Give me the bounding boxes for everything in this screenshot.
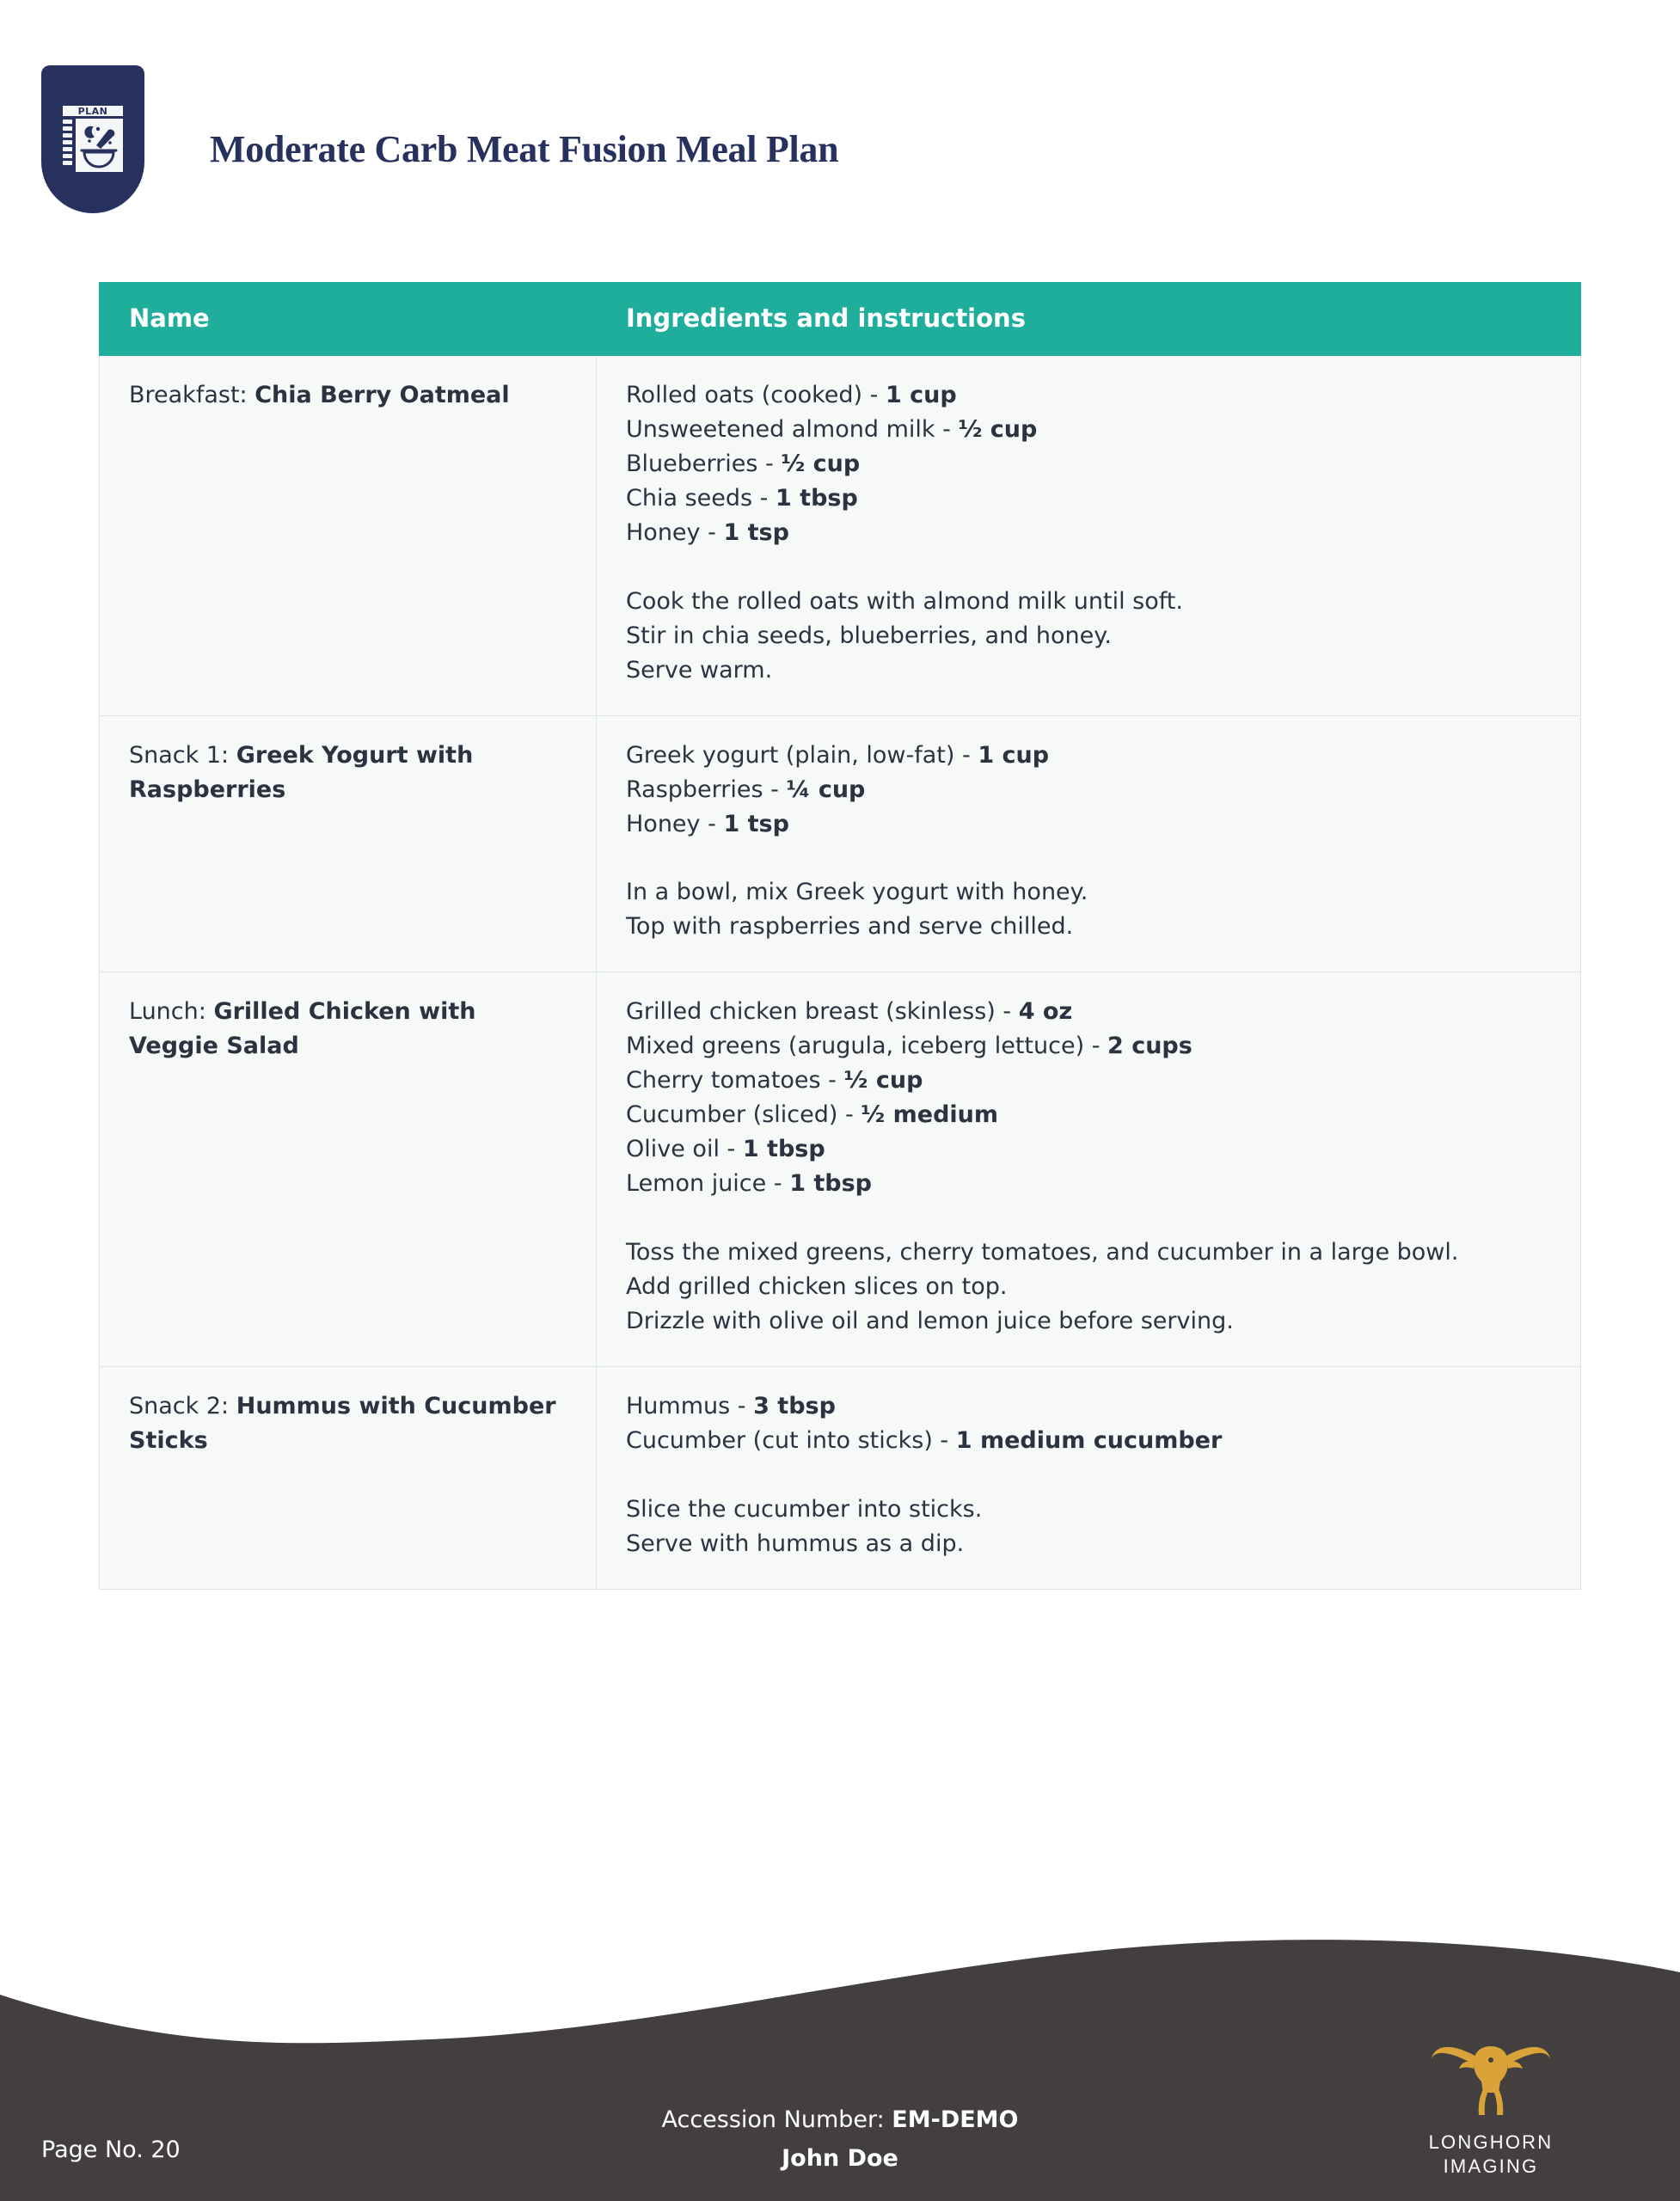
ingredient-item: Raspberries - — [626, 776, 787, 803]
ingredient-quantity: 1 tbsp — [742, 1136, 825, 1163]
accession-label: Accession Number: — [661, 2106, 892, 2133]
ingredient-quantity: ½ cup — [781, 450, 861, 477]
longhorn-imaging-logo — [1396, 2032, 1585, 2179]
plan-notebook-icon — [61, 104, 125, 175]
ingredient-line — [626, 1132, 1551, 1167]
longhorn-bull-icon — [1426, 2032, 1555, 2125]
ingredient-item: Cherry tomatoes - — [626, 1067, 844, 1094]
ingredient-item: Cucumber (cut into sticks) - — [626, 1426, 956, 1454]
ingredient-quantity: 1 cup — [978, 741, 1050, 769]
ingredient-item: Chia seeds - — [626, 484, 776, 512]
ingredient-line — [626, 807, 1551, 842]
page-number-label: Page No. 20 — [41, 2137, 181, 2163]
svg-text:PLAN: PLAN — [77, 106, 108, 117]
ingredient-line — [626, 1064, 1551, 1098]
ingredient-line — [626, 447, 1551, 481]
meal-title: Hummus with Cucumber Sticks — [129, 1392, 556, 1454]
column-header-name: Name — [100, 283, 597, 356]
ingredient-item: Greek yogurt (plain, low-fat) - — [626, 741, 978, 769]
ingredient-quantity: 1 tbsp — [776, 484, 858, 512]
ingredient-quantity: ½ medium — [861, 1101, 999, 1129]
ingredient-quantity: 1 tsp — [723, 518, 789, 546]
accession-value: EM-DEMO — [892, 2106, 1019, 2133]
ingredient-item: Honey - — [626, 810, 724, 837]
instruction-line: Toss the mixed greens, cherry tomatoes, and cucumber in a large bowl. — [626, 1239, 1459, 1266]
ingredient-quantity: 2 cups — [1107, 1033, 1193, 1060]
instruction-line: Drizzle with olive oil and lemon juice before serving. — [626, 1308, 1234, 1335]
meal-slot-label: Snack 1: — [129, 741, 236, 769]
table-row — [100, 715, 1581, 972]
ingredient-quantity: 1 tsp — [723, 810, 789, 837]
ingredient-quantity: ½ cup — [958, 415, 1038, 443]
page-header — [0, 0, 1680, 258]
ingredient-item: Hummus - — [626, 1392, 754, 1419]
ingredient-quantity: 1 medium cucumber — [955, 1426, 1223, 1454]
ingredient-quantity: 4 oz — [1018, 998, 1073, 1026]
page-footer — [0, 1934, 1680, 2201]
meal-plan-badge-logo — [41, 65, 144, 213]
meal-plan-table — [99, 282, 1581, 1590]
ingredient-line — [626, 739, 1551, 773]
ingredient-quantity: 3 tbsp — [753, 1392, 836, 1419]
table-row — [100, 1366, 1581, 1589]
meal-title: Chia Berry Oatmeal — [254, 382, 510, 408]
meal-slot-label: Lunch: — [129, 998, 214, 1026]
ingredient-item: Olive oil - — [626, 1136, 743, 1163]
instruction-line: Stir in chia seeds, blueberries, and honey. — [626, 622, 1112, 649]
ingredient-item: Grilled chicken breast (skinless) - — [626, 998, 1019, 1026]
meal-title: Greek Yogurt with Raspberries — [129, 741, 474, 803]
meal-title: Grilled Chicken with Veggie Salad — [129, 998, 476, 1060]
ingredient-item: Blueberries - — [626, 450, 782, 477]
logo-text-imaging: IMAGING — [1443, 2155, 1539, 2177]
ingredient-line — [626, 413, 1551, 447]
meal-name-cell — [100, 356, 597, 716]
ingredient-line — [626, 378, 1551, 413]
spacer — [626, 1458, 1551, 1493]
meal-plan-table-wrapper — [99, 282, 1580, 1590]
ingredient-quantity: 1 cup — [885, 382, 957, 408]
meal-ingredients-cell — [597, 972, 1581, 1367]
ingredient-item: Honey - — [626, 518, 724, 546]
ingredient-line — [626, 995, 1551, 1029]
instruction-line: Serve warm. — [626, 656, 773, 684]
meal-ingredients-cell — [597, 1366, 1581, 1589]
instruction-line: Add grilled chicken slices on top. — [626, 1273, 1008, 1301]
logo-text-longhorn: LONGHORN — [1428, 2130, 1554, 2153]
table-row — [100, 972, 1581, 1367]
spacer — [626, 841, 1551, 875]
ingredient-item: Unsweetened almond milk - — [626, 415, 959, 443]
ingredient-quantity: 1 tbsp — [789, 1170, 873, 1198]
ingredient-item: Rolled oats (cooked) - — [626, 382, 886, 408]
ingredient-line — [626, 1098, 1551, 1132]
column-header-ingredients: Ingredients and instructions — [597, 283, 1581, 356]
ingredient-line — [626, 1389, 1551, 1424]
page-title: Moderate Carb Meat Fusion Meal Plan — [210, 128, 839, 170]
ingredient-line — [626, 481, 1551, 516]
ingredient-line — [626, 773, 1551, 807]
instruction-line: Top with raspberries and serve chilled. — [626, 913, 1074, 941]
ingredient-item: Cucumber (sliced) - — [626, 1101, 861, 1129]
meal-name-cell — [100, 1366, 597, 1589]
ingredient-line — [626, 1424, 1551, 1458]
instruction-line: Cook the rolled oats with almond milk until soft. — [626, 587, 1183, 615]
ingredient-quantity: ¼ cup — [786, 776, 866, 803]
instruction-line: In a bowl, mix Greek yogurt with honey. — [626, 879, 1088, 906]
spacer — [626, 1201, 1551, 1235]
meal-ingredients-cell — [597, 356, 1581, 716]
meal-ingredients-cell — [597, 715, 1581, 972]
spacer — [626, 550, 1551, 585]
meal-name-cell — [100, 715, 597, 972]
ingredient-item: Mixed greens (arugula, iceberg lettuce) - — [626, 1033, 1108, 1060]
instruction-line: Serve with hummus as a dip. — [626, 1530, 965, 1557]
table-header-row — [100, 283, 1581, 356]
patient-name: John Doe — [782, 2145, 898, 2172]
meal-name-cell — [100, 972, 597, 1367]
ingredient-item: Lemon juice - — [626, 1170, 790, 1198]
meal-slot-label: Snack 2: — [129, 1392, 236, 1419]
ingredient-quantity: ½ cup — [843, 1067, 923, 1094]
ingredient-line — [626, 1167, 1551, 1201]
ingredient-line — [626, 1029, 1551, 1064]
table-body — [100, 356, 1581, 1590]
ingredient-line — [626, 516, 1551, 550]
meal-slot-label: Breakfast: — [129, 382, 255, 408]
instruction-line: Slice the cucumber into sticks. — [626, 1495, 983, 1523]
table-row — [100, 356, 1581, 716]
